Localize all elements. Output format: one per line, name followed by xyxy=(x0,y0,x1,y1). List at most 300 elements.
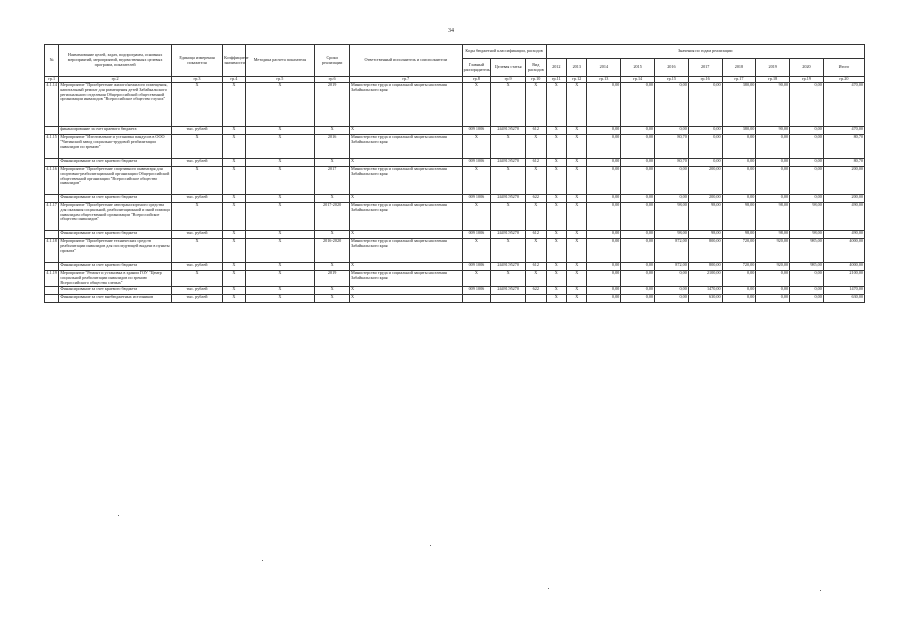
table-cell: 98,00 xyxy=(688,203,722,231)
table-cell: Х xyxy=(546,135,566,159)
table-cell: 0,00 xyxy=(621,135,655,159)
table-cell: 009 1006 xyxy=(462,287,491,295)
table-cell: Х xyxy=(567,195,587,203)
table-cell: Х xyxy=(245,127,315,135)
header-coef: Коэффициент значимости xyxy=(223,45,246,77)
table-row-activity xyxy=(45,271,865,287)
table-cell: 009 1006 xyxy=(462,195,491,203)
table-cell: Финансирование за счет краевого бюджета xyxy=(59,195,172,203)
table-cell: 0,00 xyxy=(587,239,621,263)
table-cell: 4000,00 xyxy=(823,263,864,271)
header-year: 2019 xyxy=(756,59,790,77)
col-number: гр.5 xyxy=(245,77,315,83)
table-cell: 0,00 xyxy=(722,295,756,303)
table-cell: Х xyxy=(567,203,587,231)
table-cell: 0,00 xyxy=(790,159,824,167)
table-cell: Х xyxy=(546,295,566,303)
table-cell: 0,00 xyxy=(756,295,790,303)
table-cell: 0,00 xyxy=(790,295,824,303)
table-cell: Х xyxy=(350,231,463,239)
header-num: № xyxy=(45,45,59,77)
table-row-financing xyxy=(45,295,865,303)
scan-speck xyxy=(262,560,263,561)
table-cell: 720,00 xyxy=(722,239,756,263)
col-number: гр.9 xyxy=(491,77,526,83)
table-cell: 98,00 xyxy=(790,231,824,239)
table-cell: Министерство труда и социальной защиты населения Забайкальского края xyxy=(350,83,463,127)
table-cell: 0,00 xyxy=(688,127,722,135)
table-cell: 24491Э5270 xyxy=(491,287,526,295)
table-cell: Х xyxy=(546,263,566,271)
table-cell: Х xyxy=(491,135,526,159)
header-deadline: Сроки реализации xyxy=(315,45,350,77)
table-cell: финансирование за счет краевого бюджета xyxy=(59,127,172,135)
table-cell: 0,00 xyxy=(655,271,689,287)
header-unit: Единица измерения показателя xyxy=(171,45,222,77)
table-cell: Х xyxy=(245,203,315,231)
table-cell: 0,00 xyxy=(756,195,790,203)
col-number: гр.14 xyxy=(621,77,655,83)
table-cell: Х xyxy=(526,271,547,287)
table-cell: 490,00 xyxy=(823,203,864,231)
header-year: 2015 xyxy=(621,59,655,77)
table-cell: 985,00 xyxy=(790,239,824,263)
header-budget-col: Целевая статья xyxy=(491,59,526,77)
table-cell: Х xyxy=(491,203,526,231)
col-number: гр.6 xyxy=(315,77,350,83)
table-cell: 24491Э5270 xyxy=(491,231,526,239)
table-cell: 200,00 xyxy=(823,195,864,203)
table-cell: 2019 xyxy=(315,271,350,287)
table-cell: 0,00 xyxy=(587,195,621,203)
table-row-activity xyxy=(45,167,865,195)
table-cell: Х xyxy=(245,239,315,263)
col-number: гр.1 xyxy=(45,77,59,83)
table-cell: Мероприятие "Ремонт и установка в здании ГОУ "Центр социальной реабилитации инвалидов по зрению Всероссийского общества слепых" xyxy=(59,271,172,287)
table-cell: Х xyxy=(546,271,566,287)
table-cell: 98,00 xyxy=(722,203,756,231)
table-cell: 0,00 xyxy=(655,295,689,303)
table-cell: Х xyxy=(223,271,246,287)
table-cell: 0,00 xyxy=(655,287,689,295)
table-cell: Х xyxy=(567,239,587,263)
table-cell: 0,00 xyxy=(756,159,790,167)
col-number: гр.4 xyxy=(223,77,246,83)
table-cell: 920,00 xyxy=(756,263,790,271)
table-cell: Х xyxy=(462,135,491,159)
table-cell: Х xyxy=(223,127,246,135)
table-cell: Х xyxy=(245,83,315,127)
table-cell: 0,00 xyxy=(587,135,621,159)
col-number: гр.20 xyxy=(823,77,864,83)
col-number: гр.8 xyxy=(462,77,491,83)
table-cell: Финансирование за счет краевого бюджета xyxy=(59,159,172,167)
table-row-financing xyxy=(45,159,865,167)
table-cell: Х xyxy=(223,231,246,239)
table-cell: Х xyxy=(567,287,587,295)
table-cell: Х xyxy=(245,195,315,203)
table-cell xyxy=(491,295,526,303)
header-year: 2018 xyxy=(722,59,756,77)
table-cell: 920,00 xyxy=(756,239,790,263)
table-cell: Х xyxy=(491,167,526,195)
table-cell: 0,00 xyxy=(587,83,621,127)
table-cell: 800,00 xyxy=(688,263,722,271)
table-cell: 200,00 xyxy=(823,167,864,195)
table-cell: Мероприятие "Приобретение автотранспортного средства для оказания социальной, реабилитационной и иной помощи инвалидам общественной организации "Всероссийское общество инвалидов" xyxy=(59,203,172,231)
table-cell: Х xyxy=(223,167,246,195)
table-cell: 2016-2020 xyxy=(315,239,350,263)
table-cell: 0,00 xyxy=(587,295,621,303)
table-cell: Х xyxy=(171,167,222,195)
table-cell: 872,00 xyxy=(655,239,689,263)
table-cell: Х xyxy=(315,295,350,303)
table-cell: 0,00 xyxy=(655,127,689,135)
table-cell: Финансирование за счет внебюджетных источников xyxy=(59,295,172,303)
table-cell: 872,00 xyxy=(655,263,689,271)
table-cell: Х xyxy=(546,239,566,263)
header-budget-col: Главный распорядитель xyxy=(462,59,491,77)
table-cell: 4.1.14 xyxy=(45,83,59,127)
col-number: гр.13 xyxy=(587,77,621,83)
table-cell: 0,00 xyxy=(722,195,756,203)
table-cell: 200,00 xyxy=(688,167,722,195)
col-number: гр.3 xyxy=(171,77,222,83)
table-cell: Х xyxy=(567,83,587,127)
table-cell: Х xyxy=(223,295,246,303)
table-cell: 2100,00 xyxy=(823,271,864,287)
table-cell: 612 xyxy=(526,127,547,135)
table-cell: 98,00 xyxy=(655,231,689,239)
table-cell: 4.1.16 xyxy=(45,167,59,195)
col-number: гр.11 xyxy=(546,77,566,83)
table-cell: 0,00 xyxy=(722,287,756,295)
table-cell: Финансирование за счет краевого бюджета xyxy=(59,287,172,295)
table-cell: 24491Э5270 xyxy=(491,195,526,203)
table-cell: Х xyxy=(223,135,246,159)
table-cell: 0,00 xyxy=(790,127,824,135)
table-row-financing xyxy=(45,287,865,295)
table-cell: 2100,00 xyxy=(688,271,722,287)
table-cell: Министерство труда и социальной защиты населения Забайкальского края xyxy=(350,167,463,195)
table-cell: Министерство труда и социальной защиты населения Забайкальского края xyxy=(350,135,463,159)
table-cell: Х xyxy=(171,83,222,127)
table-cell: 380,00 xyxy=(722,127,756,135)
table-cell: 80,70 xyxy=(823,159,864,167)
header-method: Методика расчета показателя xyxy=(245,45,315,77)
table-cell: Финансирование за счет краевого бюджета xyxy=(59,231,172,239)
scan-speck xyxy=(548,588,549,589)
header-year: 2012 xyxy=(546,59,566,77)
header-executor: Ответственный исполнитель и соисполнители xyxy=(350,45,463,77)
table-cell: Х xyxy=(546,159,566,167)
table-cell: 98,00 xyxy=(790,203,824,231)
table-cell: Х xyxy=(546,167,566,195)
table-cell: Х xyxy=(223,263,246,271)
table-cell: 470,00 xyxy=(823,83,864,127)
table-cell: Х xyxy=(171,203,222,231)
table-cell: 0,00 xyxy=(621,231,655,239)
table-cell: Х xyxy=(567,271,587,287)
table-cell: Х xyxy=(315,195,350,203)
table-cell: 612 xyxy=(526,263,547,271)
table-cell: 0,00 xyxy=(621,127,655,135)
table-cell: 622 xyxy=(526,195,547,203)
table-cell: 0,00 xyxy=(790,287,824,295)
header-year: 2016 xyxy=(655,59,689,77)
table-cell: 0,00 xyxy=(621,263,655,271)
col-number: гр.18 xyxy=(756,77,790,83)
table-cell: 90,00 xyxy=(756,127,790,135)
table-cell: 0,00 xyxy=(587,203,621,231)
col-number: гр.12 xyxy=(567,77,587,83)
table-cell: Х xyxy=(546,203,566,231)
table-cell: Х xyxy=(491,271,526,287)
table-cell: 1470,00 xyxy=(823,287,864,295)
table-cell: 0,00 xyxy=(621,159,655,167)
table-cell: 2016 xyxy=(315,135,350,159)
table-cell: Х xyxy=(546,83,566,127)
table-cell: Х xyxy=(567,127,587,135)
table-row-activity xyxy=(45,83,865,127)
table-cell xyxy=(45,287,59,295)
table-cell: Х xyxy=(171,239,222,263)
table-cell: 2019 xyxy=(315,83,350,127)
table-cell: 4.1.18 xyxy=(45,239,59,263)
table-cell: 4.1.17 xyxy=(45,203,59,231)
table-cell: 24491Э5270 xyxy=(491,263,526,271)
table-cell: 0,00 xyxy=(587,159,621,167)
table-cell: 490,00 xyxy=(823,231,864,239)
table-cell: 0,00 xyxy=(587,127,621,135)
table-cell: Х xyxy=(546,231,566,239)
col-number: гр.7 xyxy=(350,77,463,83)
table-cell: 800,00 xyxy=(688,239,722,263)
table-cell xyxy=(526,295,547,303)
table-cell: 200,00 xyxy=(688,195,722,203)
table-cell: 1470,00 xyxy=(688,287,722,295)
table-cell: Х xyxy=(567,263,587,271)
table-cell: тыс. рублей xyxy=(171,159,222,167)
col-number: гр.15 xyxy=(655,77,689,83)
table-cell: 24491Э5270 xyxy=(491,159,526,167)
table-row-financing xyxy=(45,263,865,271)
table-cell: тыс. рублей xyxy=(171,287,222,295)
table-cell: 0,00 xyxy=(756,271,790,287)
table-row-activity xyxy=(45,135,865,159)
scan-speck xyxy=(820,590,821,591)
table-cell: Х xyxy=(245,295,315,303)
table-cell: Министерство труда и социальной защиты населения Забайкальского края xyxy=(350,239,463,263)
table-cell: Х xyxy=(171,271,222,287)
header-year: Итого xyxy=(823,59,864,77)
header-values-group: Значения по годам реализации xyxy=(546,45,864,59)
table-cell: 009 1006 xyxy=(462,231,491,239)
table-cell: 0,00 xyxy=(756,287,790,295)
table-cell: тыс. рублей xyxy=(171,231,222,239)
table-cell: 90,00 xyxy=(756,83,790,127)
table-cell: 622 xyxy=(526,287,547,295)
table-cell: 2017-2020 xyxy=(315,203,350,231)
table-cell: 630,00 xyxy=(823,295,864,303)
table-cell: 2017 xyxy=(315,167,350,195)
table-cell: 0,00 xyxy=(621,239,655,263)
table-cell: Х xyxy=(526,239,547,263)
table-cell: Х xyxy=(491,83,526,127)
table-cell: 0,00 xyxy=(621,295,655,303)
table-cell: Мероприятие "Изготовление и установка пандусов в ООО "Читинский завод социально-трудовой реабилитации инвалидов по зрению" xyxy=(59,135,172,159)
header-year: 2013 xyxy=(567,59,587,77)
table-cell: 0,00 xyxy=(621,83,655,127)
table-cell xyxy=(45,295,59,303)
table-cell: Х xyxy=(462,167,491,195)
table-cell: Х xyxy=(526,167,547,195)
table-cell: Х xyxy=(315,127,350,135)
table-cell: Х xyxy=(223,159,246,167)
table-cell: Х xyxy=(315,231,350,239)
table-cell: 009 1006 xyxy=(462,159,491,167)
table-cell: тыс. рублей xyxy=(171,263,222,271)
program-table xyxy=(44,44,865,303)
table-cell: Х xyxy=(315,287,350,295)
col-number: гр.10 xyxy=(526,77,547,83)
table-cell: 0,00 xyxy=(655,83,689,127)
table-cell: 0,00 xyxy=(756,167,790,195)
table-cell: Х xyxy=(350,127,463,135)
table-cell: Х xyxy=(350,159,463,167)
table-cell: тыс. рублей xyxy=(171,127,222,135)
table-cell: Х xyxy=(223,239,246,263)
table-cell: тыс. рублей xyxy=(171,195,222,203)
table-cell: 470,00 xyxy=(823,127,864,135)
table-cell: Х xyxy=(462,83,491,127)
table-cell: Х xyxy=(350,287,463,295)
table-row-financing xyxy=(45,127,865,135)
table-cell: Х xyxy=(546,195,566,203)
table-cell: 0,00 xyxy=(790,195,824,203)
table-cell: Х xyxy=(223,203,246,231)
table-cell: 98,00 xyxy=(655,203,689,231)
header-year: 2020 xyxy=(790,59,824,77)
table-cell: 0,00 xyxy=(587,263,621,271)
col-number: гр.19 xyxy=(790,77,824,83)
table-cell: 4000,00 xyxy=(823,239,864,263)
table-cell: 0,00 xyxy=(688,159,722,167)
table-cell: 98,00 xyxy=(756,203,790,231)
header-budget-col: Вид расходов xyxy=(526,59,547,77)
col-number: гр.17 xyxy=(722,77,756,83)
table-cell: 0,00 xyxy=(722,271,756,287)
table-cell: Х xyxy=(462,271,491,287)
table-cell: Х xyxy=(223,83,246,127)
table-cell: 612 xyxy=(526,231,547,239)
table-cell: Х xyxy=(171,135,222,159)
table-cell: Х xyxy=(245,287,315,295)
table-cell: Мероприятие "Приобретение технических средств реабилитации инвалидов для последующей выдачи в пункты проката" xyxy=(59,239,172,263)
table-cell: 0,00 xyxy=(722,167,756,195)
table-cell: 009 1006 xyxy=(462,127,491,135)
table-cell: 98,00 xyxy=(722,231,756,239)
table-cell: Х xyxy=(245,231,315,239)
table-cell: 0,00 xyxy=(587,287,621,295)
col-number: гр.2 xyxy=(59,77,172,83)
table-cell: 0,00 xyxy=(688,83,722,127)
table-cell: 0,00 xyxy=(587,271,621,287)
header-name: Наименование целей, задач, подпрограмм, основных мероприятий, мероприятий, ведомственных целевых программ, показателей xyxy=(59,45,172,77)
table-cell: 0,00 xyxy=(722,135,756,159)
table-cell: 80,70 xyxy=(655,135,689,159)
table-cell: 4.1.19 xyxy=(45,271,59,287)
table-row-activity xyxy=(45,239,865,263)
table-cell xyxy=(462,295,491,303)
table-cell: Х xyxy=(245,135,315,159)
table-cell: Х xyxy=(567,159,587,167)
header-budget-group: Коды бюджетной классификации, расходов xyxy=(462,45,546,59)
table-cell: 0,00 xyxy=(621,167,655,195)
table-cell: Х xyxy=(350,295,463,303)
table-cell: Министерство труда и социальной защиты населения Забайкальского края xyxy=(350,203,463,231)
table-cell: 24491Э5270 xyxy=(491,127,526,135)
table-cell: 0,00 xyxy=(722,159,756,167)
table-cell: 0,00 xyxy=(756,135,790,159)
table-cell: Финансирование за счет краевого бюджета xyxy=(59,263,172,271)
table-cell: 0,00 xyxy=(621,271,655,287)
table-cell: Х xyxy=(526,83,547,127)
table-cell: Х xyxy=(567,135,587,159)
table-cell: Мероприятие "Приобретение спортивного инвентаря для спортивно-реабилитационной организации Общероссийской общественной организации "Всероссийское общество инвалидов" xyxy=(59,167,172,195)
table-cell: 0,00 xyxy=(790,83,824,127)
table-cell: 0,00 xyxy=(621,203,655,231)
table-cell: Х xyxy=(315,263,350,271)
table-cell: Х xyxy=(462,239,491,263)
table-cell: 80,70 xyxy=(823,135,864,159)
table-cell: Х xyxy=(567,231,587,239)
table-cell: 0,00 xyxy=(621,195,655,203)
table-row-financing xyxy=(45,231,865,239)
table-cell: Х xyxy=(462,203,491,231)
table-cell: Х xyxy=(350,195,463,203)
table-cell: 98,00 xyxy=(756,231,790,239)
table-cell: Х xyxy=(567,295,587,303)
scan-speck xyxy=(430,545,431,546)
header-year: 2017 xyxy=(688,59,722,77)
table-cell: Мероприятие "Приобретение жилого/нежилого помещения, капитальный ремонт для размещения детей Забайкальского регионального отделения Общероссийской общественной организации инвалидов "Всероссийское общество глухих" xyxy=(59,83,172,127)
page-number: 34 xyxy=(448,28,454,34)
table-cell: Х xyxy=(245,271,315,287)
table-cell: Министерство труда и социальной защиты населения Забайкальского края xyxy=(350,271,463,287)
table-cell: Х xyxy=(546,287,566,295)
table-cell: Х xyxy=(245,167,315,195)
table-cell: 0,00 xyxy=(655,167,689,195)
table-cell: 0,00 xyxy=(655,195,689,203)
table-cell: 80,70 xyxy=(655,159,689,167)
table-cell: 380,00 xyxy=(722,83,756,127)
col-number: гр.16 xyxy=(688,77,722,83)
table-cell: тыс. рублей xyxy=(171,295,222,303)
table-body xyxy=(45,77,865,303)
table-cell: 009 1006 xyxy=(462,263,491,271)
table-cell: 985,00 xyxy=(790,263,824,271)
table-cell: Х xyxy=(223,287,246,295)
table-cell: Х xyxy=(526,135,547,159)
table-cell: Х xyxy=(567,167,587,195)
table-cell: 612 xyxy=(526,159,547,167)
table-row-financing xyxy=(45,195,865,203)
table-cell: Х xyxy=(491,239,526,263)
table-cell: Х xyxy=(526,203,547,231)
table-row-activity xyxy=(45,203,865,231)
table-cell: 0,00 xyxy=(587,167,621,195)
